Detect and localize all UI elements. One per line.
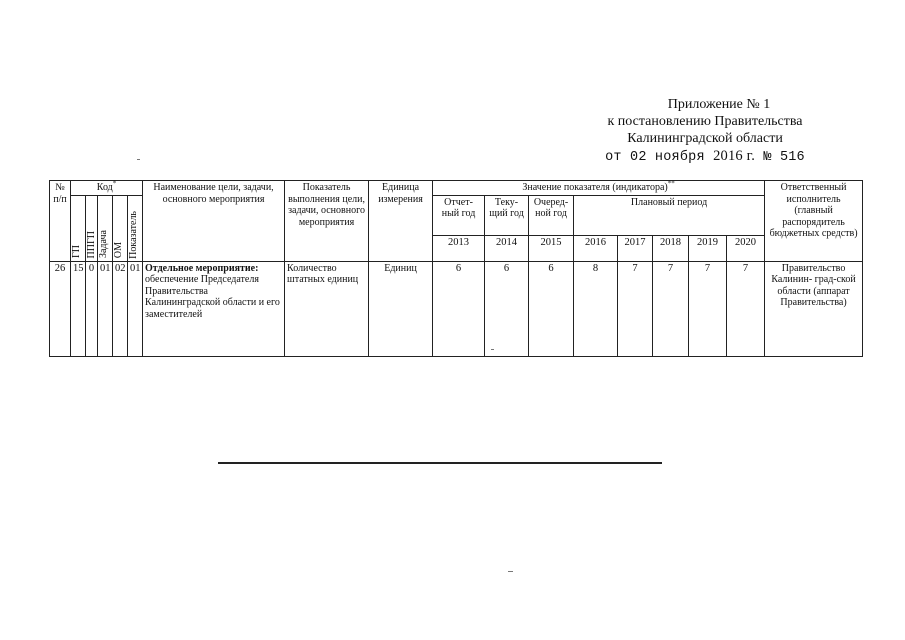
code-ppgp-header: ППГП [86,195,98,261]
scan-speck [137,159,140,160]
row-indicator: Количество штатных единиц [285,261,369,356]
col-indicator-header: Показатель выполнения цели, задачи, основного мероприятия [285,181,369,262]
year-2019: 2019 [689,235,727,261]
col-executor-header: Ответственный исполнитель (главный распорядитель бюджетных средств) [765,181,863,262]
year-2018: 2018 [653,235,689,261]
row-value-2018: 7 [653,261,689,356]
date-text: от 02 ноября [605,150,705,165]
row-code-ppgp: 0 [86,261,98,356]
col-values-header: Значение показателя (индикатора)** [433,181,765,196]
row-value-2019: 7 [689,261,727,356]
scan-speck [508,571,513,572]
decree-number: № 516 [763,150,805,165]
report-year-header: Отчет- ный год [433,195,485,235]
row-name-rest: обеспечение Председателя Правительства Калининградской области и его заместителей [145,274,280,320]
col-unit-header: Единица измерения [369,181,433,262]
header-row-1 [50,181,863,196]
row-value-2020: 7 [727,261,765,356]
row-name-bold: Отдельное мероприятие: [145,262,259,274]
appendix-title: Приложение № 1 [667,97,771,112]
indicator-table [49,180,863,357]
plan-period-header: Плановый период [574,195,765,235]
appendix-region: Калининградской области [627,131,783,146]
year-2013: 2013 [433,235,485,261]
row-value-2017: 7 [618,261,653,356]
year-2015: 2015 [529,235,574,261]
row-number: 26 [50,261,71,356]
current-year-header: Теку- щий год [485,195,529,235]
code-om-header: ОМ [113,195,128,261]
table-row [50,261,863,356]
appendix-date-line [540,147,870,166]
row-executor: Правительство Калинин- град-ской области (аппарат Правительства) [765,261,863,356]
row-value-2016: 8 [574,261,618,356]
date-year: 2016 г. [713,148,756,164]
row-code-om: 02 [113,261,128,356]
code-gp-header: ГП [71,195,86,261]
row-name [143,261,285,356]
document-header [540,96,870,166]
appendix-subtitle: к постановлению Правительства [607,114,803,129]
signature-line [218,462,662,464]
col-no-header: № п/п [50,181,71,262]
row-value-2013: 6 [433,261,485,356]
row-code-indicator: 01 [128,261,143,356]
scan-speck [491,349,494,350]
code-indicator-header: Показатель [128,195,143,261]
next-year-header: Очеред- ной год [529,195,574,235]
year-2017: 2017 [618,235,653,261]
row-unit: Единиц [369,261,433,356]
col-name-header: Наименование цели, задачи, основного мероприятия [143,181,285,262]
row-code-task: 01 [98,261,113,356]
col-code-header: Код* [71,181,143,196]
row-code-gp: 15 [71,261,86,356]
year-2020: 2020 [727,235,765,261]
row-value-2014: 6 [485,261,529,356]
code-task-header: Задача [98,195,113,261]
year-2016: 2016 [574,235,618,261]
year-2014: 2014 [485,235,529,261]
row-value-2015: 6 [529,261,574,356]
